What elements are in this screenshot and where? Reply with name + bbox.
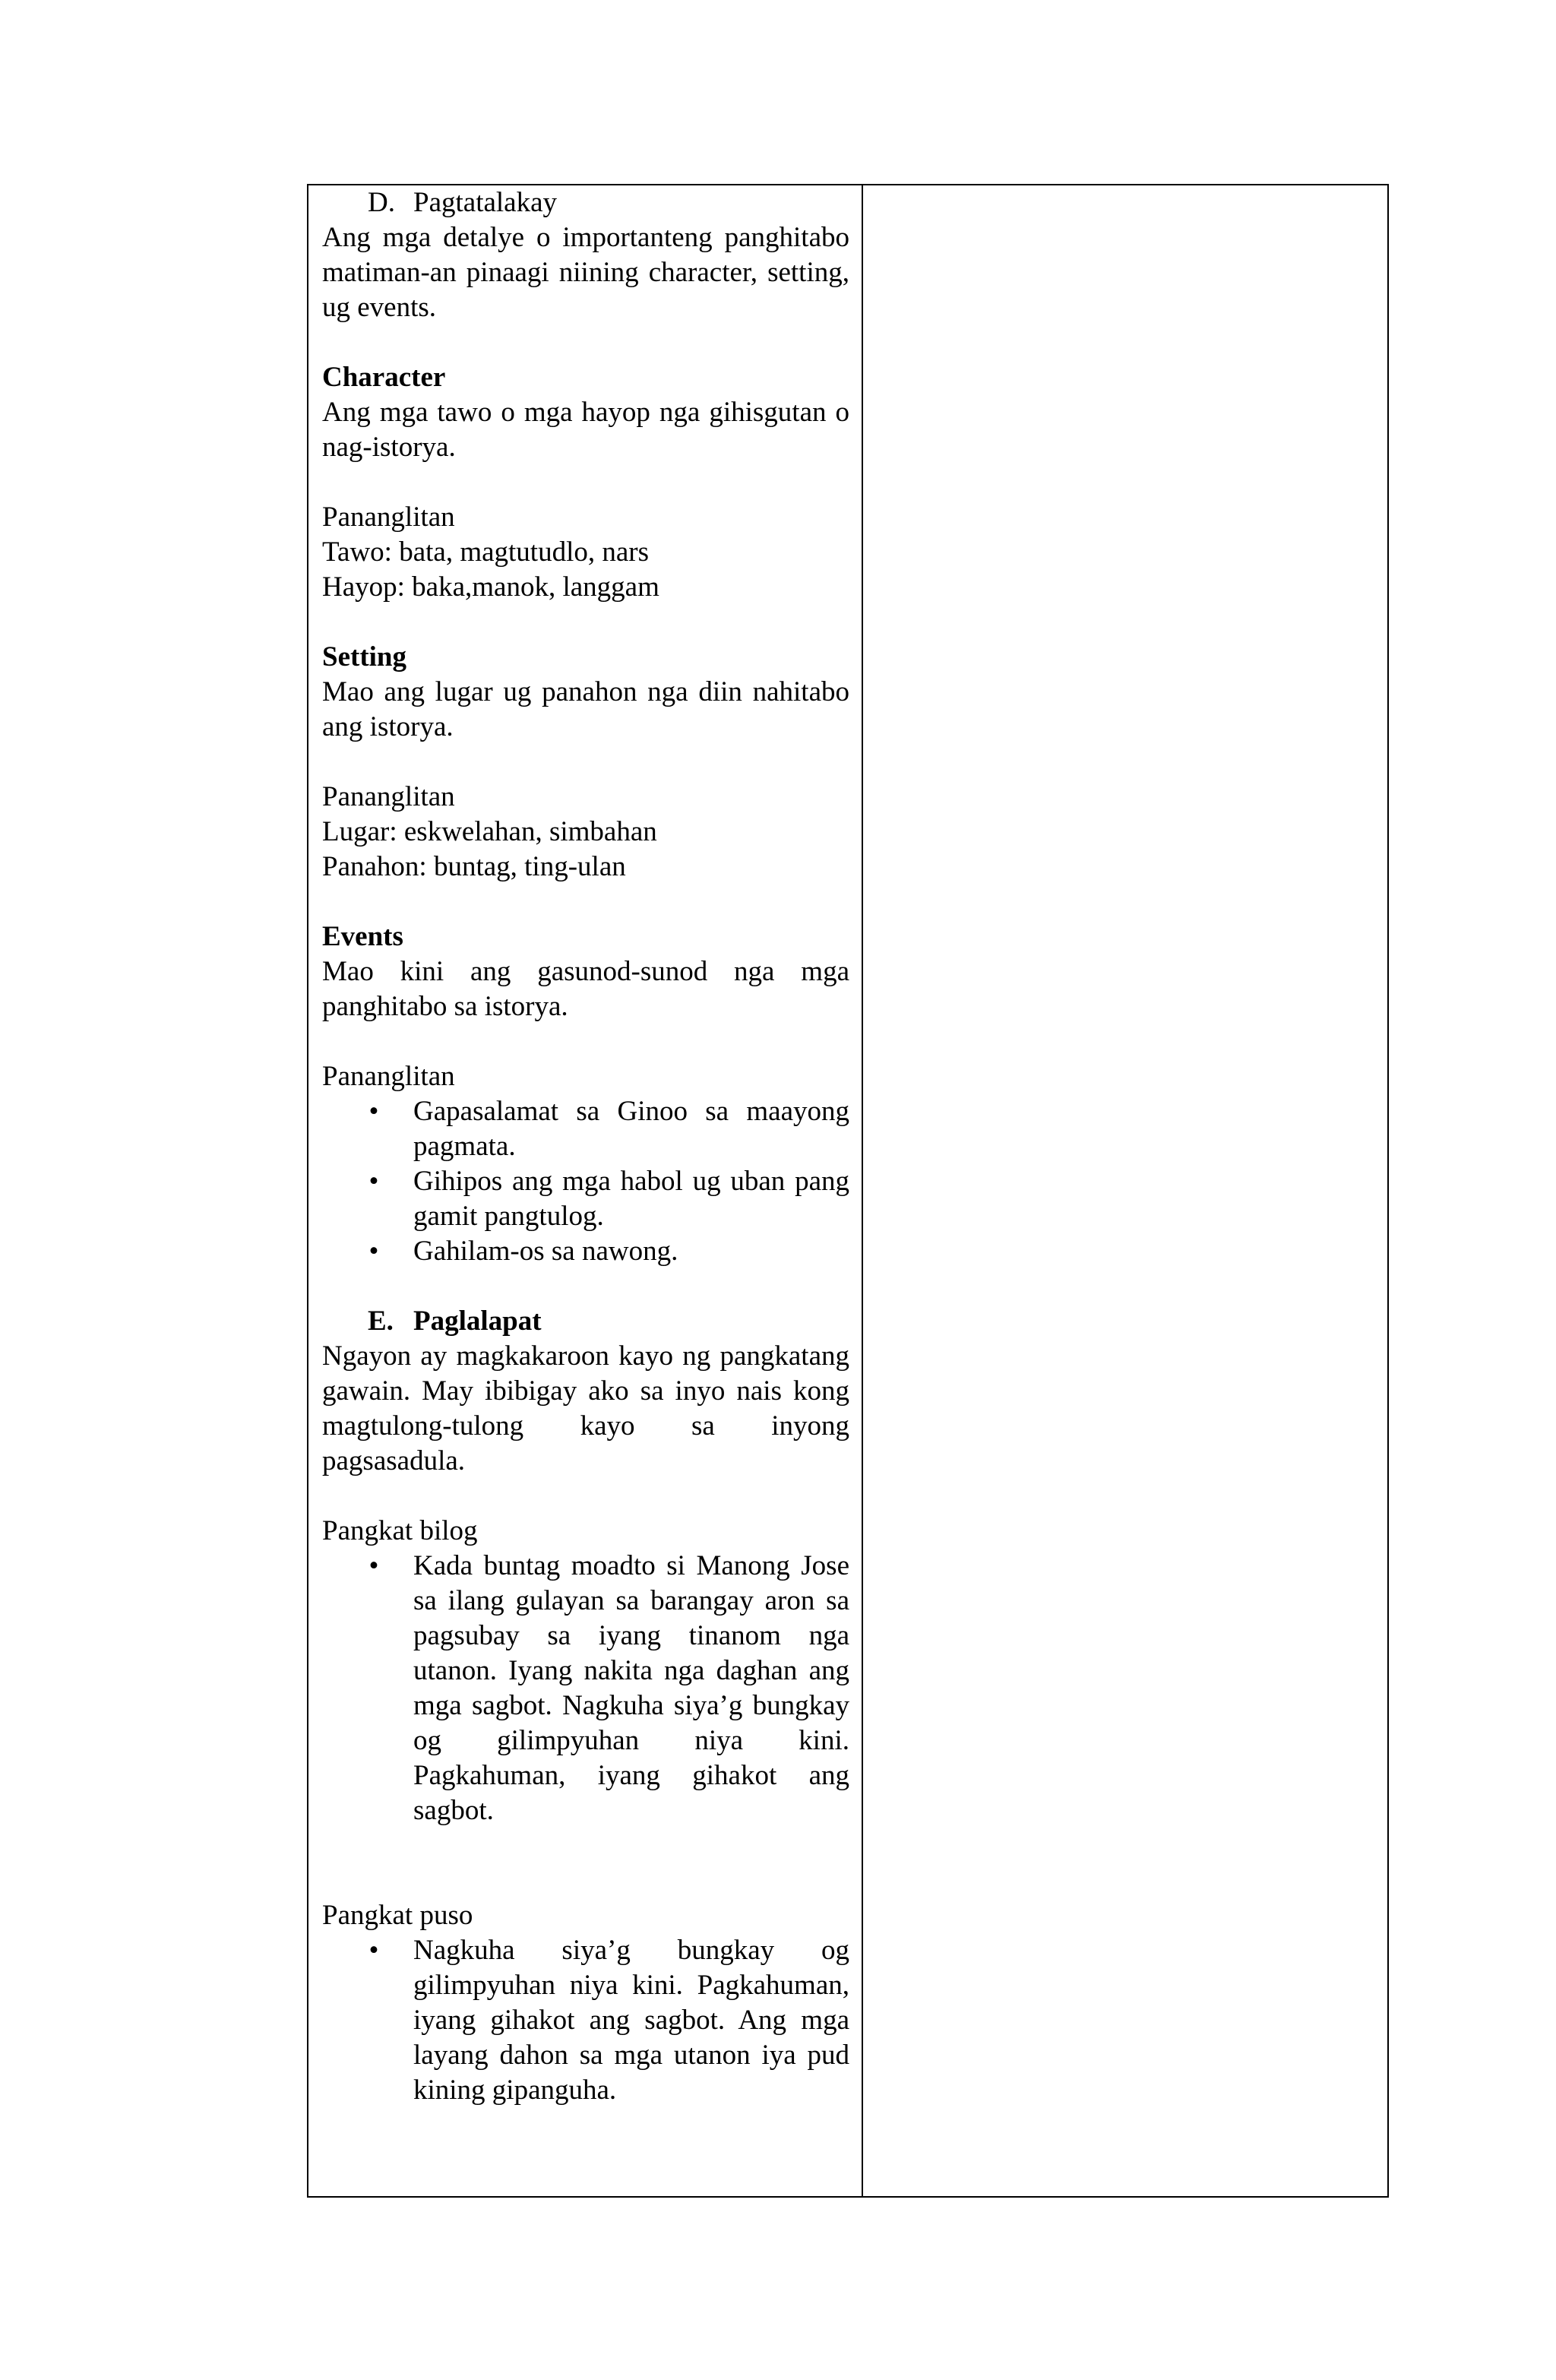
lesson-table xyxy=(307,184,1389,2198)
group-bilog-label: Pangkat bilog xyxy=(322,1515,478,1546)
list-item xyxy=(322,1094,849,1164)
left-cell xyxy=(322,185,849,2108)
bullet-icon: • xyxy=(368,1550,379,1581)
events-bullet-text: Gahilam-os sa nawong. xyxy=(413,1236,678,1267)
events-example-label: Pananglitan xyxy=(322,1061,455,1092)
group-puso-list xyxy=(322,1933,849,2108)
group-puso-text: Nagkuha siya’g bungkay og gilimpyuhan niya kini. Pagkahuman, iyang gihakot ang sagbot. Ang mga layang dahon sa mga utanon iya pud kining gipanguha. xyxy=(413,1935,849,2106)
setting-example: Lugar: eskwelahan, simbahan xyxy=(322,816,657,847)
bullet-icon: • xyxy=(368,1236,379,1267)
section-d-intro: Ang mga detalye o importanteng panghitabo matiman-an pinaagi niining character, setting, ug events. xyxy=(322,222,849,323)
events-definition: Mao kini ang gasunod-sunod nga mga panghitabo sa istorya. xyxy=(322,956,849,1022)
events-heading: Events xyxy=(322,921,403,952)
section-d-title: Pagtatalakay xyxy=(413,187,558,218)
events-bullet-text: Gihipos ang mga habol ug uban pang gamit pangtulog. xyxy=(413,1166,849,1232)
list-item xyxy=(322,1933,849,2108)
list-item xyxy=(322,1164,849,1234)
group-bilog-list xyxy=(322,1549,849,1828)
events-bullet-text: Gapasalamat sa Ginoo sa maayong pagmata. xyxy=(413,1096,849,1162)
section-d-letter: D. xyxy=(368,187,395,218)
setting-example: Panahon: buntag, ting-ulan xyxy=(322,851,626,882)
character-example: Tawo: bata, magtutudlo, nars xyxy=(322,536,649,568)
setting-definition: Mao ang lugar ug panahon nga diin nahitabo ang istorya. xyxy=(322,676,849,742)
section-e-letter: E. xyxy=(368,1306,394,1337)
bullet-icon: • xyxy=(368,1935,379,1966)
section-e-title: Paglalapat xyxy=(413,1306,542,1337)
bullet-icon: • xyxy=(368,1166,379,1197)
group-bilog-text: Kada buntag moadto si Manong Jose sa ilang gulayan sa barangay aron sa pagsubay sa iyang tinanom nga utanon. Iyang nakita nga daghan ang mga sagbot. Nagkuha siya’g bungkay og gilimpyuhan niya kini. Pagkahuman, iyang gihakot ang sagbot. xyxy=(413,1550,849,1826)
character-example: Hayop: baka,manok, langgam xyxy=(322,571,659,603)
section-e-intro: Ngayon ay magkakaroon kayo ng pangkatang gawain. May ibibigay ako sa inyo nais kong magtulong-tulong kayo sa inyong pagsasadula. xyxy=(322,1340,849,1476)
section-d-heading xyxy=(322,185,849,220)
setting-example-label: Pananglitan xyxy=(322,781,455,812)
bullet-icon: • xyxy=(368,1096,379,1127)
character-example-label: Pananglitan xyxy=(322,502,455,533)
events-bullet-list xyxy=(322,1094,849,1269)
character-definition: Ang mga tawo o mga hayop nga gihisgutan o nag-istorya. xyxy=(322,397,849,463)
list-item xyxy=(322,1234,849,1269)
column-divider xyxy=(862,185,863,2196)
character-heading: Character xyxy=(322,362,446,393)
group-puso-label: Pangkat puso xyxy=(322,1900,473,1931)
setting-heading: Setting xyxy=(322,641,406,673)
section-e-heading xyxy=(322,1304,849,1339)
list-item xyxy=(322,1549,849,1828)
